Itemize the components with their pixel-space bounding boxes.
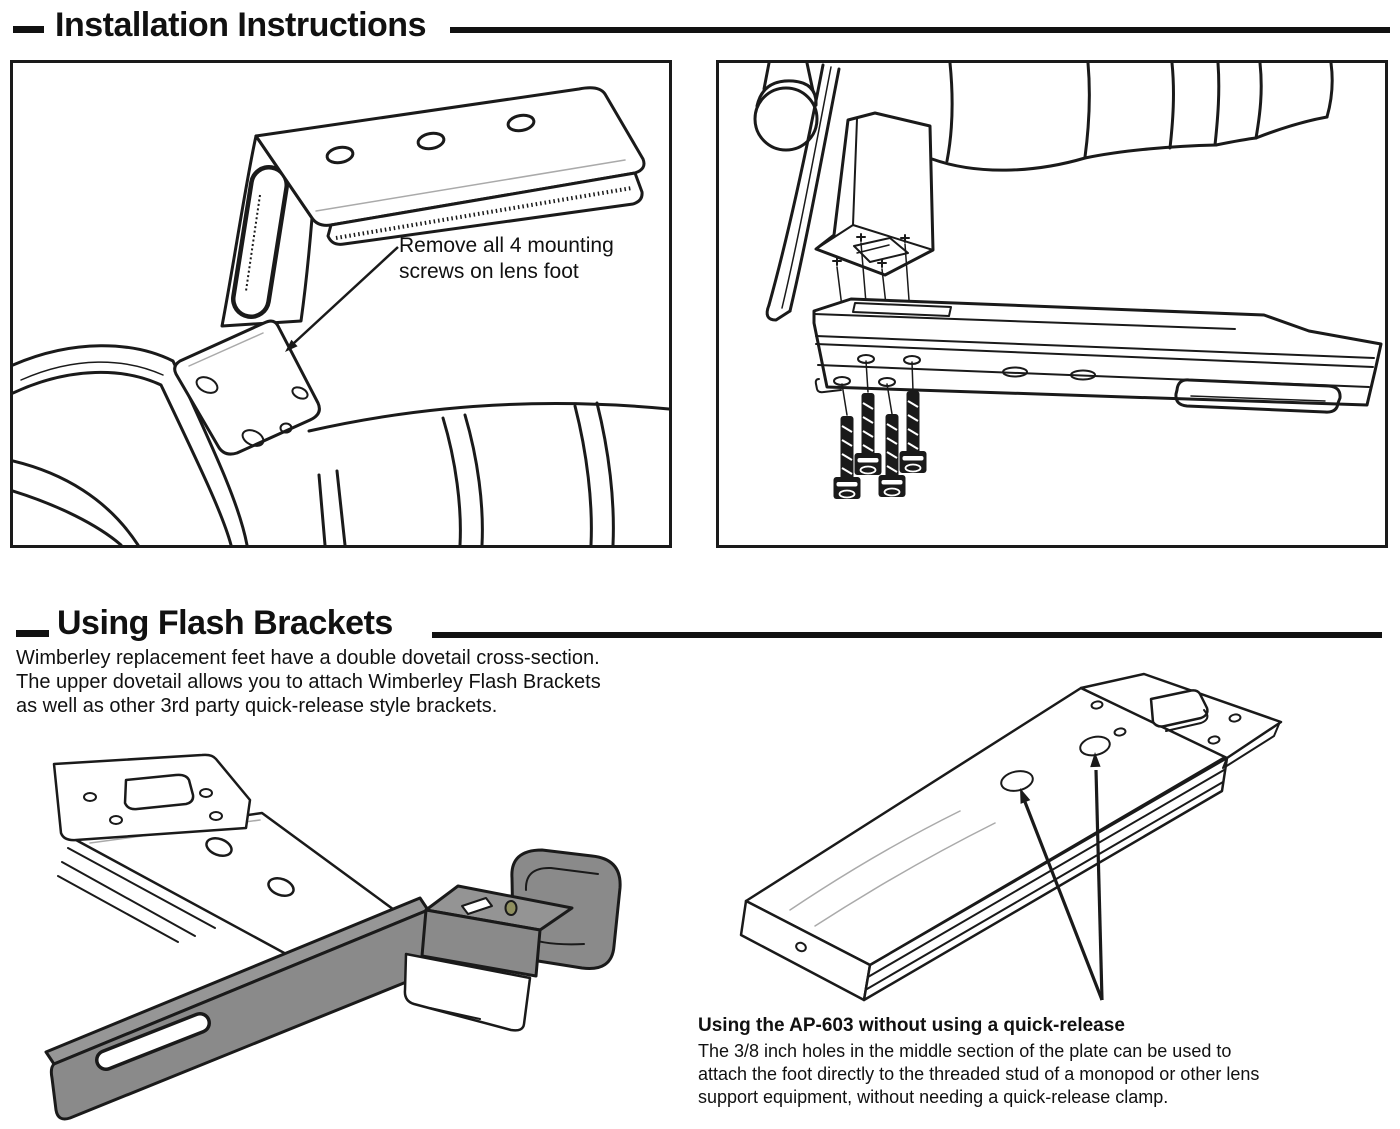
ap603-body-line: support equipment, without needing a quick-release clamp. (698, 1087, 1169, 1107)
heading-rule (432, 632, 1382, 638)
ap603-body-line: attach the foot directly to the threaded stud of a monopod or other lens (698, 1064, 1260, 1084)
heading-dash (16, 630, 49, 637)
annotation-remove-screws (399, 233, 614, 285)
heading-rule (450, 27, 1390, 33)
ap603-heading: Using the AP-603 without using a quick-release (698, 1015, 1125, 1036)
paragraph-line: as well as other 3rd party quick-release style brackets. (16, 695, 498, 717)
ap603-plate-figure (695, 648, 1355, 1012)
annotation-line-1: Remove all 4 mounting (399, 234, 614, 257)
replacement-foot-install-figure (719, 63, 1385, 545)
tension-screw-drawing (506, 901, 517, 915)
lens-foot-removal-figure (13, 63, 669, 545)
ap603-body (698, 1040, 1259, 1109)
flash-bracket-attached-figure (10, 740, 670, 1129)
paragraph-line: Wimberley replacement feet have a double dovetail cross-section. (16, 647, 600, 669)
figure-panel-remove-foot (10, 60, 672, 548)
ap603-body-line: The 3/8 inch holes in the middle section of the plate can be used to (698, 1041, 1232, 1061)
section-title-flash-brackets: Using Flash Brackets (57, 604, 393, 642)
lens-barrel-drawing (13, 346, 669, 545)
page-title: Installation Instructions (55, 6, 426, 44)
heading-dash (13, 26, 44, 33)
figure-panel-attach-foot (716, 60, 1388, 548)
mount-block-drawing (816, 113, 933, 307)
annotation-line-2: screws on lens foot (399, 260, 579, 283)
flash-brackets-paragraph (16, 646, 601, 718)
replacement-foot-plate-drawing (814, 299, 1381, 415)
mounting-screws-drawing (834, 391, 927, 499)
paragraph-line: The upper dovetail allows you to attach Wimberley Flash Brackets (16, 671, 601, 693)
ap603-plate-drawing (741, 674, 1281, 1000)
